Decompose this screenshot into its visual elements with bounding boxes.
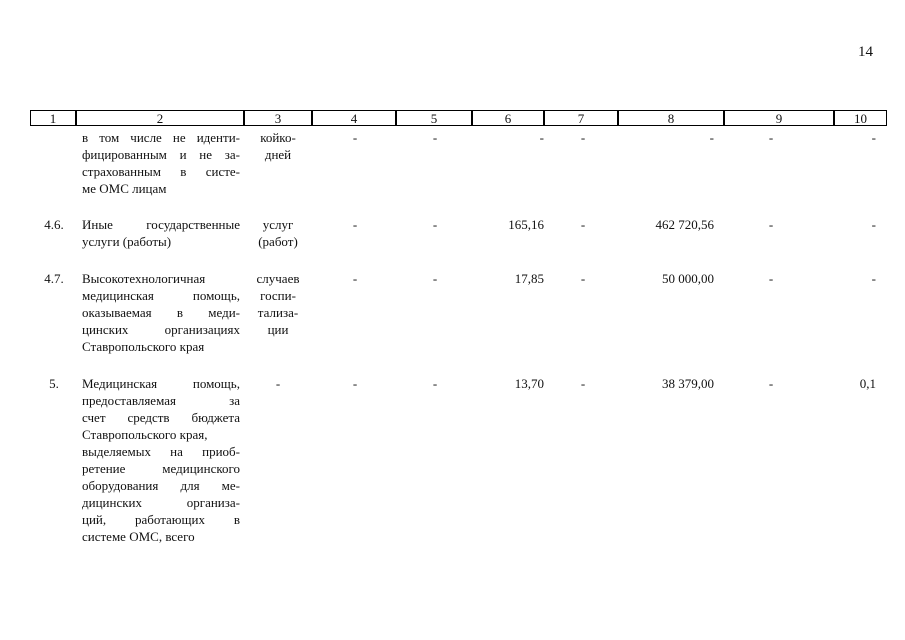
name-line: услуги (работы) [82,234,172,249]
name-line: дицинских организа- [82,495,240,510]
row-name [82,216,240,250]
cell-col-9: - [768,130,774,145]
name-line: счет средств бюджета [82,410,240,425]
name-line: оборудования для ме- [82,478,240,493]
cell-col-9: - [768,217,774,232]
unit-line: ции [267,322,289,337]
name-line: фицированным и не за- [82,147,240,162]
cell-col-4: - [352,376,358,391]
header-col-9: 9 [724,110,834,126]
cell-col-4: - [352,130,358,145]
name-line: Ставропольского края, [82,427,208,442]
unit-line: дней [264,147,292,162]
header-col-7: 7 [544,110,618,126]
name-line: Медицинская помощь, [82,376,240,391]
cell-col-5: - [432,130,438,145]
unit-line: койко- [260,130,296,145]
cell-col-7: - [580,376,586,391]
cell-col-5: - [432,376,438,391]
cell-col-7: - [580,217,586,232]
name-line: ретение медицинского [82,461,240,476]
cell-col-6: 165,16 [508,217,544,232]
row-unit [244,375,312,392]
header-col-5: 5 [396,110,472,126]
name-line: оказываемая в меди- [82,305,240,320]
row-name [82,270,240,355]
name-line: в том числе не иденти- [82,130,240,145]
row-number: 5. [49,376,59,391]
cell-col-5: - [432,217,438,232]
cell-col-8: 462 720,56 [655,217,714,232]
header-col-3: 3 [244,110,312,126]
row-number: 4.7. [44,271,64,286]
header-col-8: 8 [618,110,724,126]
cell-col-6: - [539,130,544,145]
unit-line: (работ) [258,234,298,249]
cell-col-4: - [352,271,358,286]
cell-col-9: - [768,376,774,391]
name-line: предоставляемая за [82,393,240,408]
name-line: Ставропольского края [82,339,205,354]
name-line: ций, работающих в [82,512,240,527]
cell-col-8: 38 379,00 [662,376,714,391]
unit-line: услуг [262,217,294,232]
name-line: Высокотехнологичная [82,271,206,286]
row-unit [244,129,312,163]
cell-col-5: - [432,271,438,286]
name-line: цинских организациях [82,322,240,337]
name-line: страхованным в систе- [82,164,240,179]
cell-col-4: - [352,217,358,232]
cell-col-8: 50 000,00 [662,271,714,286]
cell-col-8: - [709,130,714,145]
page-number: 14 [858,44,873,60]
cell-col-7: - [580,130,586,145]
header-col-4: 4 [312,110,396,126]
cell-col-6: 13,70 [514,376,544,391]
header-col-1: 1 [30,110,76,126]
name-line: выделяемых на приоб- [82,444,240,459]
row-name [82,375,240,545]
header-col-6: 6 [472,110,544,126]
name-line: медицинская помощь, [82,288,240,303]
cell-col-6: 17,85 [514,271,544,286]
table-header-row [30,110,887,128]
cell-col-10: 0,1 [859,376,876,391]
header-col-2: 2 [76,110,244,126]
name-line: системе ОМС, всего [82,529,195,544]
cell-col-10: - [871,130,876,145]
header-col-10: 10 [834,110,887,126]
cell-col-9: - [768,271,774,286]
name-line: Иные государственные [82,217,240,232]
cell-col-10: - [871,217,876,232]
cell-col-10: - [871,271,876,286]
unit-line: - [275,376,281,391]
unit-line: тализа- [257,305,299,320]
row-name [82,129,240,197]
row-unit [244,216,312,250]
unit-line: госпи- [260,288,296,303]
unit-line: случаев [256,271,300,286]
cell-col-7: - [580,271,586,286]
row-unit [244,270,312,338]
row-number: 4.6. [44,217,64,232]
name-line: ме ОМС лицам [82,181,167,196]
